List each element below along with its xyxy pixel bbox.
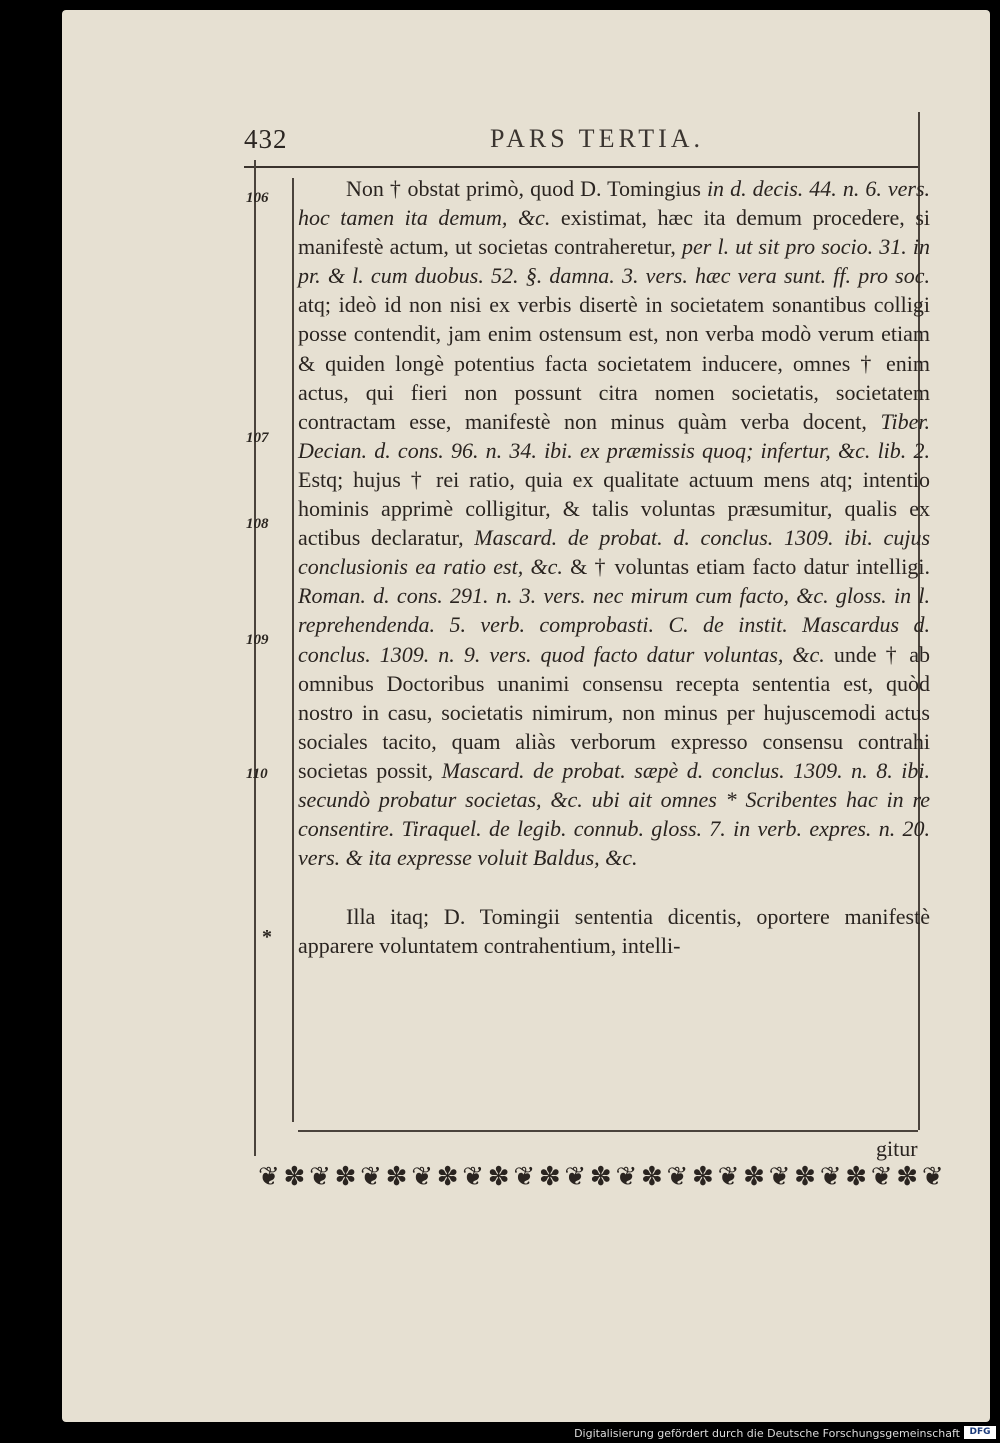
margin-notes: [246, 180, 292, 980]
ornament-glyph: ✽: [334, 1162, 357, 1191]
ornament-glyph: ✽: [589, 1162, 612, 1191]
ornament-glyph: ✽: [538, 1162, 561, 1191]
ornament-glyph: ✽: [845, 1162, 868, 1191]
ornament-glyph: ✽: [743, 1162, 765, 1191]
footer-bar: [0, 1423, 1000, 1443]
ornament-glyph: ❦: [768, 1162, 791, 1191]
page-number: 432: [244, 124, 288, 154]
paragraph-2: Illa itaq; D. Tomingii sententia dicentis, oportere manifestè apparere voluntatem contrahentium, intelli-: [298, 904, 930, 959]
header-rule: [244, 166, 920, 168]
page-header: [244, 124, 924, 164]
citation: Tiber. Decian. d. cons. 96. n. 34. ibi. ex præmissis quoq; infertur, &c. lib. 2.: [298, 408, 930, 463]
citation: Mascard. de probat. sæpè d. conclus. 1309. n. 8. ibi. secundò probatur societas, &c. ubi ait omnes * Scribentes hac in re consentire. Tiraquel. de legib. connub. gloss. 7. in verb. expres. n. 20. vers. & ita expresse voluit Baldus, &c.: [298, 757, 930, 871]
ornament-glyph: ❦: [615, 1162, 638, 1191]
footer-rule: [298, 1130, 918, 1132]
ornament-glyph: ❦: [360, 1162, 382, 1191]
ornament-glyph: ✽: [283, 1162, 306, 1191]
ornament-glyph: ✽: [692, 1162, 714, 1191]
body-text: [298, 174, 930, 960]
catchword: gitur: [876, 1136, 918, 1161]
running-head: PARS TERTIA.: [490, 124, 705, 153]
ornament-glyph: ✽: [794, 1162, 816, 1191]
ornament-glyph: ❦: [564, 1162, 587, 1191]
funding-credit: Digitalisierung gefördert durch die Deutsche Forschungsgemeinschaft: [574, 1427, 960, 1440]
ornament-glyph: ❦: [717, 1162, 740, 1191]
citation: in d. decis. 44. n. 6. vers. hoc tamen ita demum, &c.: [298, 176, 931, 231]
margin-inner-rule: [292, 178, 294, 1122]
ornament-glyph: ❦: [258, 1162, 280, 1191]
citation: per l. ut sit pro socio. 31. in pr. & l. cum duobus. 52. §. damna. 3. vers. hæc vera sunt. ff. pro soc.: [298, 234, 930, 289]
ornament-glyph: ❦: [870, 1162, 893, 1191]
ornament-glyph: ❦: [411, 1162, 433, 1191]
citation: Mascard. de probat. d. conclus. 1309. ibi. cujus conclusionis ea ratio est, &c.: [298, 525, 931, 580]
ornament-glyph: ❦: [921, 1162, 944, 1191]
paragraph-1: Non † obstat primò, quod D. Tomingius in d. decis. 44. n. 6. vers. hoc tamen ita demum, &c. existimat, hæc ita demum procedere, si manifestè actum, ut societas contraheretur, per l. ut sit pro socio. 31. in pr. & l. cum duobus. 52. §. damna. 3. vers. hæc vera sunt. ff. pro soc. atq; ideò id non nisi ex verbis disertè in societatem sonantibus colligi posse contendit, jam enim ostensum est, non verba modò verum etiam & quiden longè potentius facta societatem inducere, omnes † enim actus, qui fieri non possunt citra nomen societatis, societatem contractam esse, manifestè non minus quàm verba docent, Tiber. Decian. d. cons. 96. n. 34. ibi. ex præmissis quoq; infertur, &c. lib. 2. Estq; hujus † rei ratio, quia ex qualitate actuum mens atq; intentio hominis apprimè colligitur, & talis voluntas præsumitur, qualis ex actibus declaratur, Mascard. de probat. d. conclus. 1309. ibi. cujus conclusionis ea ratio est, &c. & † voluntas etiam facto datur intelligi. Roman. d. cons. 291. n. 3. vers. nec mirum cum facto, &c. gloss. in l. reprehendenda. 5. verb. comprobasti. C. de instit. Mascardus d. conclus. 1309. n. 9. vers. quod facto datur voluntas, &c. unde † ab omnibus Doctoribus unanimi consensu recepta sententia est, quòd nostro in casu, societatis nimirum, non minus per hujuscemodi actus sociales tacito, quam aliàs verborum expresso consensu contrahi societas possit, Mascard. de probat. sæpè d. conclus. 1309. n. 8. ibi. secundò probatur societas, &c. ubi ait omnes * Scribentes hac in re consentire. Tiraquel. de legib. connub. gloss. 7. in verb. expres. n. 20. vers. & ita expresse voluit Baldus, &c.: [298, 176, 931, 871]
dfg-logo: DFG: [964, 1426, 996, 1439]
ornament-glyph: ❦: [819, 1162, 842, 1191]
ornament-glyph: ❦: [666, 1162, 689, 1191]
margin-note: 110: [246, 766, 268, 782]
ornament-glyph: ❦: [513, 1162, 536, 1191]
margin-note: 109: [246, 632, 269, 648]
ornament-glyph: ❦: [462, 1162, 485, 1191]
ornament-border: [258, 1160, 944, 1194]
ornament-glyph: ✽: [436, 1162, 459, 1191]
margin-note: 106: [246, 190, 269, 206]
margin-asterisk: *: [262, 926, 272, 948]
ornament-glyph: ✽: [487, 1162, 510, 1191]
ornament-glyph: ✽: [640, 1162, 663, 1191]
ornament-glyph: ❦: [309, 1162, 331, 1191]
citation: Roman. d. cons. 291. n. 3. vers. nec mirum cum facto, &c. gloss. in l. reprehendenda. 5. verb. comprobasti. C. de instit. Mascardus d. conclus. 1309. n. 9. vers. quod facto datur voluntas, &c.: [298, 583, 930, 667]
ornament-glyph: ✽: [385, 1162, 408, 1191]
ornament-glyph: ✽: [896, 1162, 919, 1191]
margin-note: 107: [246, 430, 269, 446]
margin-note: 108: [246, 516, 269, 532]
